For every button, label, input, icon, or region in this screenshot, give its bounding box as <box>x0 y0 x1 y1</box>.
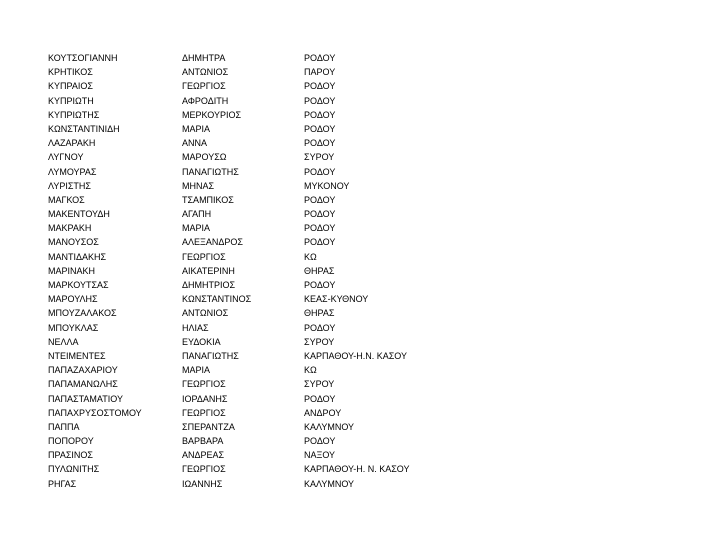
district-cell: ΡΟΔΟΥ <box>304 280 336 290</box>
first-name-cell: ΠΑΝΑΓΙΩΤΗΣ <box>182 350 239 361</box>
surname-cell: ΜΑΚΡΑΚΗ <box>48 223 92 234</box>
district-cell: ΚΑΡΠΑΘΟΥ-Η.Ν. ΚΑΣΟΥ <box>304 350 407 361</box>
table-row <box>48 264 444 278</box>
district-cell: ΣΥΡΟΥ <box>304 379 335 390</box>
surname-cell: ΛΑΖΑΡΑΚΗ <box>48 138 96 149</box>
surname-cell: ΛΥΓΝΟΥ <box>48 152 84 163</box>
surname-cell: ΜΠΟΥΖΑΛΑΚΟΣ <box>48 308 117 319</box>
district-cell: ΡΟΔΟΥ <box>304 95 336 106</box>
first-name-cell: ΑΙΚΑΤΕΡΙΝΗ <box>182 265 235 276</box>
table-row <box>48 150 444 164</box>
first-name-cell: ΑΝΤΩΝΙΟΣ <box>182 308 229 319</box>
district-cell: ΡΟΔΟΥ <box>304 436 336 447</box>
district-cell: ΠΑΡΟΥ <box>304 67 336 78</box>
first-name-cell: ΑΝΝΑ <box>182 138 208 149</box>
district-cell: ΜΥΚΟΝΟΥ <box>304 180 350 191</box>
table-row <box>48 462 444 476</box>
district-cell: ΣΥΡΟΥ <box>304 336 335 347</box>
table-row <box>48 292 444 306</box>
surname-cell: ΜΑΝΤΙΔΑΚΗΣ <box>48 251 107 262</box>
district-cell: ΡΟΔΟΥ <box>304 322 336 333</box>
table-row <box>48 420 444 434</box>
surname-cell: ΜΑΝΟΥΣΟΣ <box>48 237 99 248</box>
table-row <box>48 94 444 108</box>
first-name-cell: ΑΛΕΞΑΝΔΡΟΣ <box>182 237 243 248</box>
first-name-cell: ΑΦΡΟΔΙΤΗ <box>182 95 229 106</box>
surname-cell: ΛΥΡΙΣΤΗΣ <box>48 180 91 191</box>
surname-cell: ΚΥΠΡΑΙΟΣ <box>48 81 93 92</box>
table-row <box>48 207 444 221</box>
table-row <box>48 278 444 292</box>
first-name-cell: ΒΑΡΒΑΡΑ <box>182 436 224 447</box>
surname-cell: ΚΥΠΡΙΩΤΗΣ <box>48 109 100 120</box>
district-cell: ΡΟΔΟΥ <box>304 209 336 220</box>
surname-cell: ΡΗΓΑΣ <box>48 478 77 489</box>
surname-cell: ΚΡΗΤΙΚΟΣ <box>48 67 93 78</box>
first-name-cell: ΙΟΡΔΑΝΗΣ <box>182 393 228 404</box>
first-name-cell: ΔΗΜΗΤΡΙΟΣ <box>182 280 236 290</box>
district-cell: ΡΟΔΟΥ <box>304 109 336 120</box>
first-name-cell: ΙΩΑΝΝΗΣ <box>182 478 223 489</box>
first-name-cell: ΓΕΩΡΓΙΟΣ <box>182 379 226 390</box>
table-row <box>48 235 444 249</box>
first-name-cell: ΔΗΜΗΤΡΑ <box>182 53 226 63</box>
surname-cell: ΜΑΓΚΟΣ <box>48 194 85 205</box>
district-cell: ΑΝΔΡΟΥ <box>304 407 342 418</box>
district-cell: ΚΑΛΥΜΝΟΥ <box>304 421 355 432</box>
table-row <box>48 122 444 136</box>
surname-cell: ΚΥΠΡΙΩΤΗ <box>48 95 94 106</box>
first-name-cell: ΓΕΩΡΓΙΟΣ <box>182 407 226 418</box>
first-name-cell: ΚΩΝΣΤΑΝΤΙΝΟΣ <box>182 294 252 305</box>
district-cell: ΡΟΔΟΥ <box>304 53 336 63</box>
first-name-cell: ΜΕΡΚΟΥΡΙΟΣ <box>182 109 242 120</box>
table-row <box>48 65 444 79</box>
table-row <box>48 335 444 349</box>
first-name-cell: ΜΑΡΙΑ <box>182 223 211 234</box>
table-row <box>48 193 444 207</box>
first-name-cell: ΜΑΡΙΑ <box>182 123 211 134</box>
surname-cell: ΠΑΠΠΑ <box>48 421 80 432</box>
surname-cell: ΜΠΟΥΚΛΑΣ <box>48 322 99 333</box>
table-row <box>48 349 444 363</box>
surname-cell: ΜΑΚΕΝΤΟΥΔΗ <box>48 209 110 220</box>
surname-cell: ΝΤΕΙΜΕΝΤΕΣ <box>48 350 106 361</box>
first-name-cell: ΣΠΕΡΑΝΤΖΑ <box>182 421 235 432</box>
district-cell: ΘΗΡΑΣ <box>304 308 335 319</box>
district-cell: ΘΗΡΑΣ <box>304 265 335 276</box>
first-name-cell: ΓΕΩΡΓΙΟΣ <box>182 464 226 475</box>
table-row <box>48 406 444 420</box>
first-name-cell: ΑΓΑΠΗ <box>182 209 212 220</box>
district-cell: ΝΑΞΟΥ <box>304 450 336 461</box>
district-cell: ΚΕΑΣ-ΚΥΘΝΟΥ <box>304 294 369 305</box>
district-cell: ΚΩ <box>304 365 317 376</box>
district-cell: ΡΟΔΟΥ <box>304 194 336 205</box>
table-row <box>48 392 444 406</box>
first-name-cell: ΑΝΔΡΕΑΣ <box>182 450 225 461</box>
table-row <box>48 108 444 122</box>
surname-cell: ΜΑΡΟΥΛΗΣ <box>48 294 98 305</box>
table-row <box>48 79 444 93</box>
table-row <box>48 179 444 193</box>
table-row <box>48 363 444 377</box>
table-row <box>48 165 444 179</box>
table-row <box>48 51 444 65</box>
surname-cell: ΠΑΠΑΜΑΝΩΛΗΣ <box>48 379 118 390</box>
first-name-cell: ΤΣΑΜΠΙΚΟΣ <box>182 194 234 205</box>
district-cell: ΚΩ <box>304 251 317 262</box>
district-cell: ΡΟΔΟΥ <box>304 223 336 234</box>
first-name-cell: ΓΕΩΡΓΙΟΣ <box>182 81 226 92</box>
first-name-cell: ΜΑΡΙΑ <box>182 365 211 376</box>
table-row <box>48 321 444 335</box>
surname-cell: ΚΟΥΤΣΟΓΙΑΝΝΗ <box>48 53 118 63</box>
table-row <box>48 477 444 491</box>
surname-cell: ΠΑΠΑΣΤΑΜΑΤΙΟΥ <box>48 393 123 404</box>
name-list-table <box>48 51 444 491</box>
district-cell: ΣΥΡΟΥ <box>304 152 335 163</box>
first-name-cell: ΓΕΩΡΓΙΟΣ <box>182 251 226 262</box>
first-name-cell: ΕΥΔΟΚΙΑ <box>182 336 221 347</box>
first-name-cell: ΗΛΙΑΣ <box>182 322 209 333</box>
district-cell: ΡΟΔΟΥ <box>304 123 336 134</box>
surname-cell: ΛΥΜΟΥΡΑΣ <box>48 166 97 177</box>
table-row <box>48 306 444 320</box>
surname-cell: ΠΟΠΟΡΟΥ <box>48 436 94 447</box>
surname-cell: ΠΥΛΩΝΙΤΗΣ <box>48 464 100 475</box>
district-cell: ΡΟΔΟΥ <box>304 138 336 149</box>
table-row <box>48 434 444 448</box>
table-row <box>48 250 444 264</box>
district-cell: ΡΟΔΟΥ <box>304 237 336 248</box>
district-cell: ΚΑΛΥΜΝΟΥ <box>304 478 355 489</box>
district-cell: ΡΟΔΟΥ <box>304 81 336 92</box>
table-row <box>48 221 444 235</box>
first-name-cell: ΜΗΝΑΣ <box>182 180 215 191</box>
surname-cell: ΚΩΝΣΤΑΝΤΙΝΙΔΗ <box>48 123 120 134</box>
first-name-cell: ΜΑΡΟΥΣΩ <box>182 152 227 163</box>
surname-cell: ΠΑΠΑΧΡΥΣΟΣΤΟΜΟΥ <box>48 407 142 418</box>
surname-cell: ΜΑΡΚΟΥΤΣΑΣ <box>48 280 109 290</box>
surname-cell: ΠΑΠΑΖΑΧΑΡΙΟΥ <box>48 365 118 376</box>
district-cell: ΡΟΔΟΥ <box>304 393 336 404</box>
table-row <box>48 377 444 391</box>
surname-cell: ΝΕΛΛΑ <box>48 336 79 347</box>
first-name-cell: ΠΑΝΑΓΙΩΤΗΣ <box>182 166 239 177</box>
first-name-cell: ΑΝΤΩΝΙΟΣ <box>182 67 229 78</box>
table-row <box>48 136 444 150</box>
district-cell: ΚΑΡΠΑΘΟΥ-Η. Ν. ΚΑΣΟΥ <box>304 464 410 475</box>
table-row <box>48 448 444 462</box>
surname-cell: ΠΡΑΣΙΝΟΣ <box>48 450 93 461</box>
district-cell: ΡΟΔΟΥ <box>304 166 336 177</box>
surname-cell: ΜΑΡΙΝΑΚΗ <box>48 265 96 276</box>
